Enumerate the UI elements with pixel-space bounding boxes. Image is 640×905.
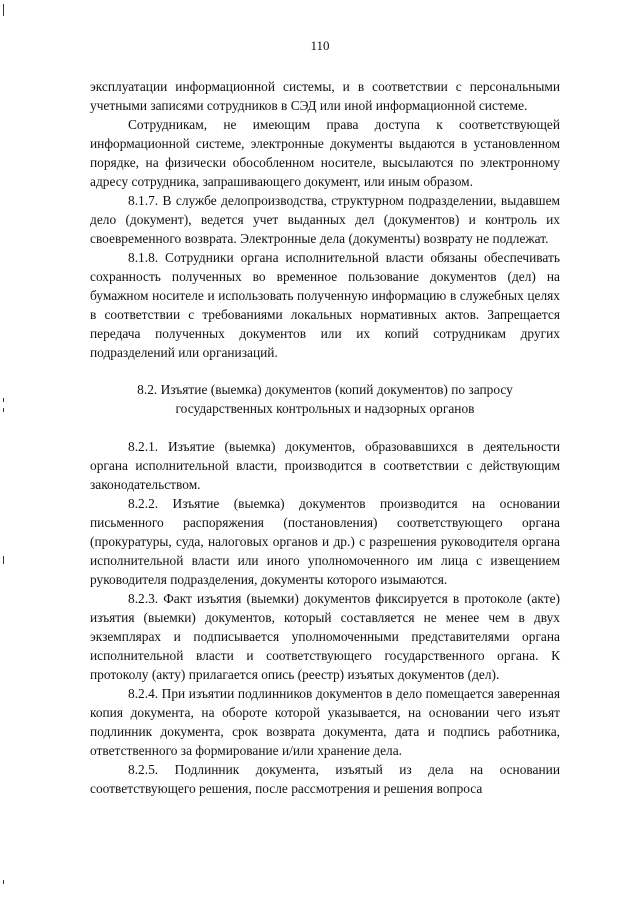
- paragraph-8-2-3: 8.2.3. Факт изъятия (выемки) документов фиксируется в протоколе (акте) изъятия (выемки) документов, который составляется не менее чем в двух экземплярах и подписывается уполномоченными представителями органа исполнительной власти и соответствующего государственного органа. К протоколу (акту) прилагается опись (реестр) изъятых документов (дел).: [90, 591, 560, 682]
- section-heading-line: государственных контрольных и надзорных органов: [175, 401, 475, 416]
- paragraph-8-2-2: 8.2.2. Изъятие (выемка) документов производится на основании письменного распоряжения (постановления) соответствующего органа (прокуратуры, суда, налоговых органов и др.) с разрешения руководителя органа исполнительной власти или иного уполномоченного им лица с извещением руководителя подразделения, документы которого изымаются.: [90, 496, 560, 587]
- paragraph-8-2-4: 8.2.4. При изъятии подлинников документов в дело помещается заверенная копия документа, на обороте которой указывается, на основании чего изъят подлинник документа, срок возврата документа, дата и подпись работника, ответственного за формирование и/или хранение дела.: [90, 686, 560, 758]
- paragraph-8-1-7: 8.1.7. В службе делопроизводства, структурном подразделении, выдавшем дело (документ), ведется учет выданных дел (документов) и контроль их своевременного возврата. Электронные дела (документы) возврату не подлежат.: [90, 193, 560, 246]
- paragraph: Сотрудникам, не имеющим права доступа к соответствующей информационной системе, электронные документы выдаются в установленном порядке, на физически обособленном носителе, высылаются по электронному адресу сотрудника, запрашивающего документ, или иным образом.: [90, 117, 560, 189]
- scan-margin-mark: [3, 4, 4, 16]
- section-heading-line: 8.2. Изъятие (выемка) документов (копий документов) по запросу: [137, 382, 513, 397]
- document-body: [90, 77, 560, 798]
- scan-margin-mark: [3, 880, 4, 884]
- paragraph-8-2-1: 8.2.1. Изъятие (выемка) документов, образовавшихся в деятельности органа исполнительной власти, производится в соответствии с действующим законодательством.: [90, 439, 560, 492]
- paragraph-8-1-8: 8.1.8. Сотрудники органа исполнительной власти обязаны обеспечивать сохранность полученных во временное пользование документов (дел) на бумажном носителе и использовать полученную информацию в служебных целях в соответствии с требованиями локальных нормативных актов. Запрещается передача полученных документов или их копий сотрудникам других подразделений или организаций.: [90, 250, 560, 360]
- scan-margin-mark: [3, 398, 4, 402]
- scan-margin-mark: [3, 556, 4, 564]
- page-number: 110: [310, 38, 330, 53]
- paragraph: эксплуатации информационной системы, и в соответствии с персональными учетными записями сотрудников в СЭД или иной информационной системе.: [90, 79, 560, 113]
- section-heading-8-2: [90, 380, 560, 418]
- paragraph-8-2-5: 8.2.5. Подлинник документа, изъятый из дела на основании соответствующего решения, после рассмотрения и решения вопроса: [90, 762, 560, 796]
- scan-margin-mark: [3, 408, 4, 412]
